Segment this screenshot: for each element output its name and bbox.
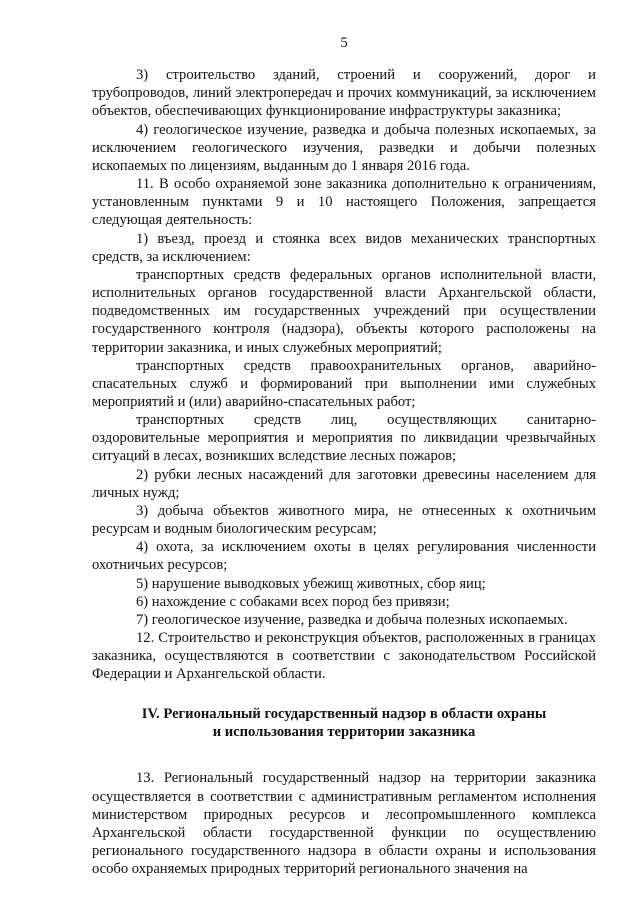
body-text-after-heading <box>92 769 596 878</box>
section-heading-line: и использования территории заказника <box>212 724 476 741</box>
paragraph: 3) строительство зданий, строений и сооружений, дорог и трубопроводов, линий электропередач и прочих коммуникаций, за исключением объектов, обеспечивающих функционирование инфраструктуры заказника; <box>92 67 596 120</box>
paragraph: 6) нахождение с собаками всех пород без привязи; <box>136 593 450 610</box>
paragraph: 1) въезд, проезд и стоянка всех видов механических транспортных средств, за исключением: <box>92 230 596 265</box>
paragraph: 7) геологическое изучение, разведка и добыча полезных ископаемых. <box>136 611 568 628</box>
paragraph: транспортных средств федеральных органов исполнительной власти, исполнительных органов государственной власти Архангельской области, подведомственных им государственных учреждений при осуществлении государственного контроля (надзора), объекты которого расположены на территории заказника, и иных служебных мероприятий; <box>92 266 596 356</box>
paragraph: 2) рубки лесных насаждений для заготовки древесины населением для личных нужд; <box>92 466 596 501</box>
paragraph: транспортных средств лиц, осуществляющих санитарно-оздоровительные мероприятия и мероприятия по ликвидации чрезвычайных ситуаций в лесах, возникших вследствие лесных пожаров; <box>92 412 596 465</box>
body-text-before-heading <box>92 66 596 683</box>
page-number: 5 <box>340 35 348 51</box>
paragraph: транспортных средств правоохранительных органов, аварийно-спасательных служб и формирований при выполнении ими служебных мероприятий и (или) аварийно-спасательных работ; <box>92 357 596 410</box>
section-heading-line: IV. Региональный государственный надзор в области охраны <box>141 706 547 723</box>
paragraph: 13. Региональный государственный надзор на территории заказника осуществляется в соответствии с административным регламентом исполнения министерством природных ресурсов и лесопромышленного комплекса Архангельской области государственной функции по осуществлению регионального государственного надзора в области охраны и использования особо охраняемых природных территорий регионального значения на <box>92 770 596 878</box>
paragraph: 4) геологическое изучение, разведка и добыча полезных ископаемых, за исключением геологического изучения, разведки и добычи полезных ископаемых по лицензиям, выданным до 1 января 2016 года. <box>92 121 596 174</box>
paragraph: 11. В особо охраняемой зоне заказника дополнительно к ограничениям, установленным пунктами 9 и 10 настоящего Положения, запрещается следующая деятельность: <box>92 176 596 229</box>
paragraph: 12. Строительство и реконструкция объектов, расположенных в границах заказника, осуществляются в соответствии с законодательством Российской Федерации и Архангельской области. <box>92 630 596 683</box>
paragraph: 3) добыча объектов животного мира, не отнесенных к охотничьим ресурсам и водным биологическим ресурсам; <box>92 502 596 538</box>
section-heading <box>92 705 596 741</box>
paragraph: 4) охота, за исключением охоты в целях регулирования численности охотничьих ресурсов; <box>92 539 596 574</box>
paragraph: 5) нарушение выводковых убежищ животных, сбор яиц; <box>136 575 486 592</box>
